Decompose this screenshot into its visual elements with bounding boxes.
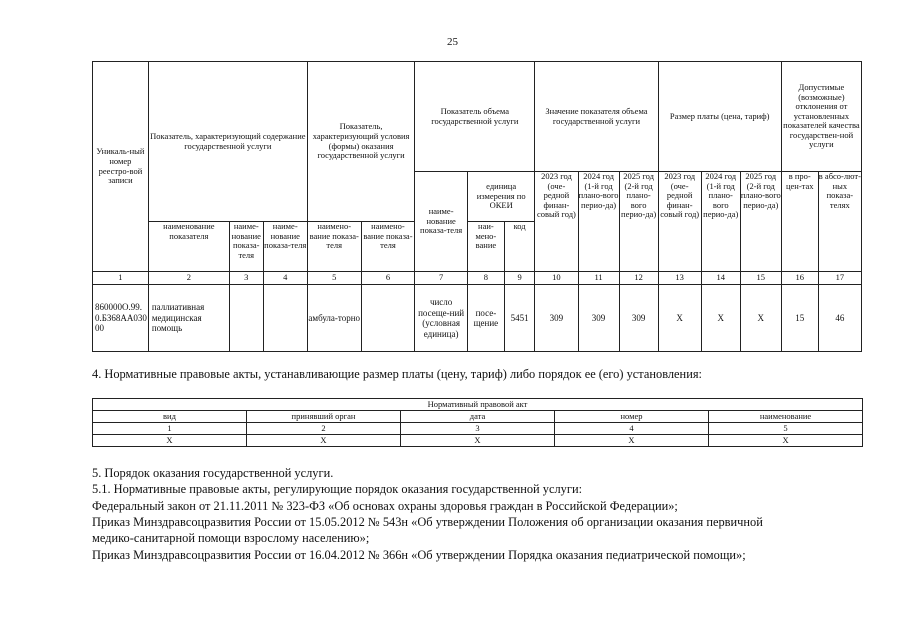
header-condition-name-1: наимено-вание показа-теля: [307, 222, 361, 272]
column-number: 12: [619, 272, 658, 285]
cell-content-1: паллиативная медицинская помощь: [148, 285, 229, 352]
legal-act-line-2b: медико-санитарной помощи взрослому населению»;: [92, 531, 370, 545]
cell-unique-number: 860000О.99.0.БЗ68АА03000: [93, 285, 149, 352]
header-payment-2024: 2024 год (1-й год плано-вого перио-да): [701, 172, 740, 272]
cell-unit-code: 5451: [504, 285, 535, 352]
cell-condition-2: [361, 285, 415, 352]
header-deviation-absolute: в абсо-лют-ных показа-телях: [818, 172, 861, 272]
legal-act-line-1: Федеральный закон от 21.11.2011 № 323-ФЗ «Об основах охраны здоровья граждан в Российской Федерации»;: [92, 499, 678, 513]
legal-act-column-header: принявший орган: [247, 411, 401, 423]
legal-act-value: Х: [555, 435, 709, 447]
legal-acts-table: [92, 398, 863, 447]
legal-act-column-number: 3: [401, 423, 555, 435]
legal-act-line-3: Приказ Минздравсоцразвития России от 16.04.2012 № 366н «Об утверждении Порядка оказания педиатрической помощи»;: [92, 548, 746, 562]
cell-payment-2025: Х: [740, 285, 781, 352]
header-content-name-3: наиме-нование показа-теля: [263, 222, 307, 272]
column-number: 7: [415, 272, 468, 285]
cell-volume-name: число посеще-ний (условная единица): [415, 285, 468, 352]
page-number: 25: [447, 36, 458, 48]
cell-deviation-absolute: 46: [818, 285, 861, 352]
header-conditions-indicator: Показатель, характеризующий условия (формы) оказания государственной услуги: [307, 62, 414, 222]
header-volume-name: наиме-нование показа-теля: [415, 172, 468, 272]
column-number: 1: [93, 272, 149, 285]
cell-unit-name: посе-щение: [467, 285, 504, 352]
legal-act-value: Х: [401, 435, 555, 447]
cell-condition-1: амбула-торно: [307, 285, 361, 352]
column-number: 8: [467, 272, 504, 285]
cell-volume-2023: 309: [535, 285, 578, 352]
legal-act-column-number: 1: [93, 423, 247, 435]
column-number: 2: [148, 272, 229, 285]
section-4-title: 4. Нормативные правовые акты, устанавливающие размер платы (цену, тариф) либо порядок ее (его) установления:: [92, 367, 702, 381]
legal-act-column-header: вид: [93, 411, 247, 423]
column-number: 5: [307, 272, 361, 285]
header-payment-2025: 2025 год (2-й год плано-вого перио-да): [740, 172, 781, 272]
cell-payment-2023: Х: [658, 285, 701, 352]
cell-content-2: [229, 285, 263, 352]
column-number: 17: [818, 272, 861, 285]
column-number: 13: [658, 272, 701, 285]
legal-act-column-header: дата: [401, 411, 555, 423]
legal-act-column-number: 4: [555, 423, 709, 435]
column-number: 9: [504, 272, 535, 285]
legal-act-line-2a: Приказ Минздравсоцразвития России от 15.05.2012 № 543н «Об утверждении Положения об организации оказания первичной: [92, 515, 763, 529]
cell-deviation-percent: 15: [781, 285, 818, 352]
header-unit-okei: единица измерения по ОКЕИ: [467, 172, 534, 222]
header-volume-value: Значение показателя объема государственной услуги: [535, 62, 658, 172]
header-unique-number: Уникаль-ный номер реестро-вой записи: [93, 62, 149, 272]
cell-content-3: [263, 285, 307, 352]
legal-act-column-number: 5: [709, 423, 863, 435]
cell-volume-2025: 309: [619, 285, 658, 352]
section-5-1-title: 5.1. Нормативные правовые акты, регулирующие порядок оказания государственной услуги:: [92, 482, 583, 496]
header-deviation-percent: в про-цен-тах: [781, 172, 818, 272]
header-deviations: Допустимые (возможные) отклонения от установленных показателей качества государствен-ной услуги: [781, 62, 861, 172]
header-volume-2024: 2024 год (1-й год плано-вого перио-да): [578, 172, 619, 272]
legal-act-column-number: 2: [247, 423, 401, 435]
header-unit-code: код: [504, 222, 535, 272]
legal-act-column-header: номер: [555, 411, 709, 423]
header-condition-name-2: наимено-вание показа-теля: [361, 222, 415, 272]
column-number: 6: [361, 272, 415, 285]
header-unit-name: наи-мено-вание: [467, 222, 504, 272]
column-number: 14: [701, 272, 740, 285]
header-content-indicator: Показатель, характеризующий содержание государственной услуги: [148, 62, 307, 222]
legal-act-title: Нормативный правовой акт: [93, 399, 863, 411]
legal-act-value: Х: [93, 435, 247, 447]
header-content-name-1: наименование показателя: [148, 222, 229, 272]
column-number: 4: [263, 272, 307, 285]
legal-act-column-header: наименование: [709, 411, 863, 423]
header-payment-2023: 2023 год (оче-редной финан-совый год): [658, 172, 701, 272]
header-content-name-2: наиме-нование показа-теля: [229, 222, 263, 272]
cell-payment-2024: Х: [701, 285, 740, 352]
header-payment: Размер платы (цена, тариф): [658, 62, 781, 172]
header-volume-2023: 2023 год (оче-редной финан-совый год): [535, 172, 578, 272]
column-number: 11: [578, 272, 619, 285]
service-volume-table: [92, 61, 862, 352]
column-number: 15: [740, 272, 781, 285]
column-number: 3: [229, 272, 263, 285]
legal-act-value: Х: [709, 435, 863, 447]
section-5-title: 5. Порядок оказания государственной услуги.: [92, 466, 334, 480]
header-volume-indicator: Показатель объема государственной услуги: [415, 62, 535, 172]
cell-volume-2024: 309: [578, 285, 619, 352]
header-volume-2025: 2025 год (2-й год плано-вого перио-да): [619, 172, 658, 272]
column-number: 10: [535, 272, 578, 285]
column-number: 16: [781, 272, 818, 285]
legal-act-value: Х: [247, 435, 401, 447]
